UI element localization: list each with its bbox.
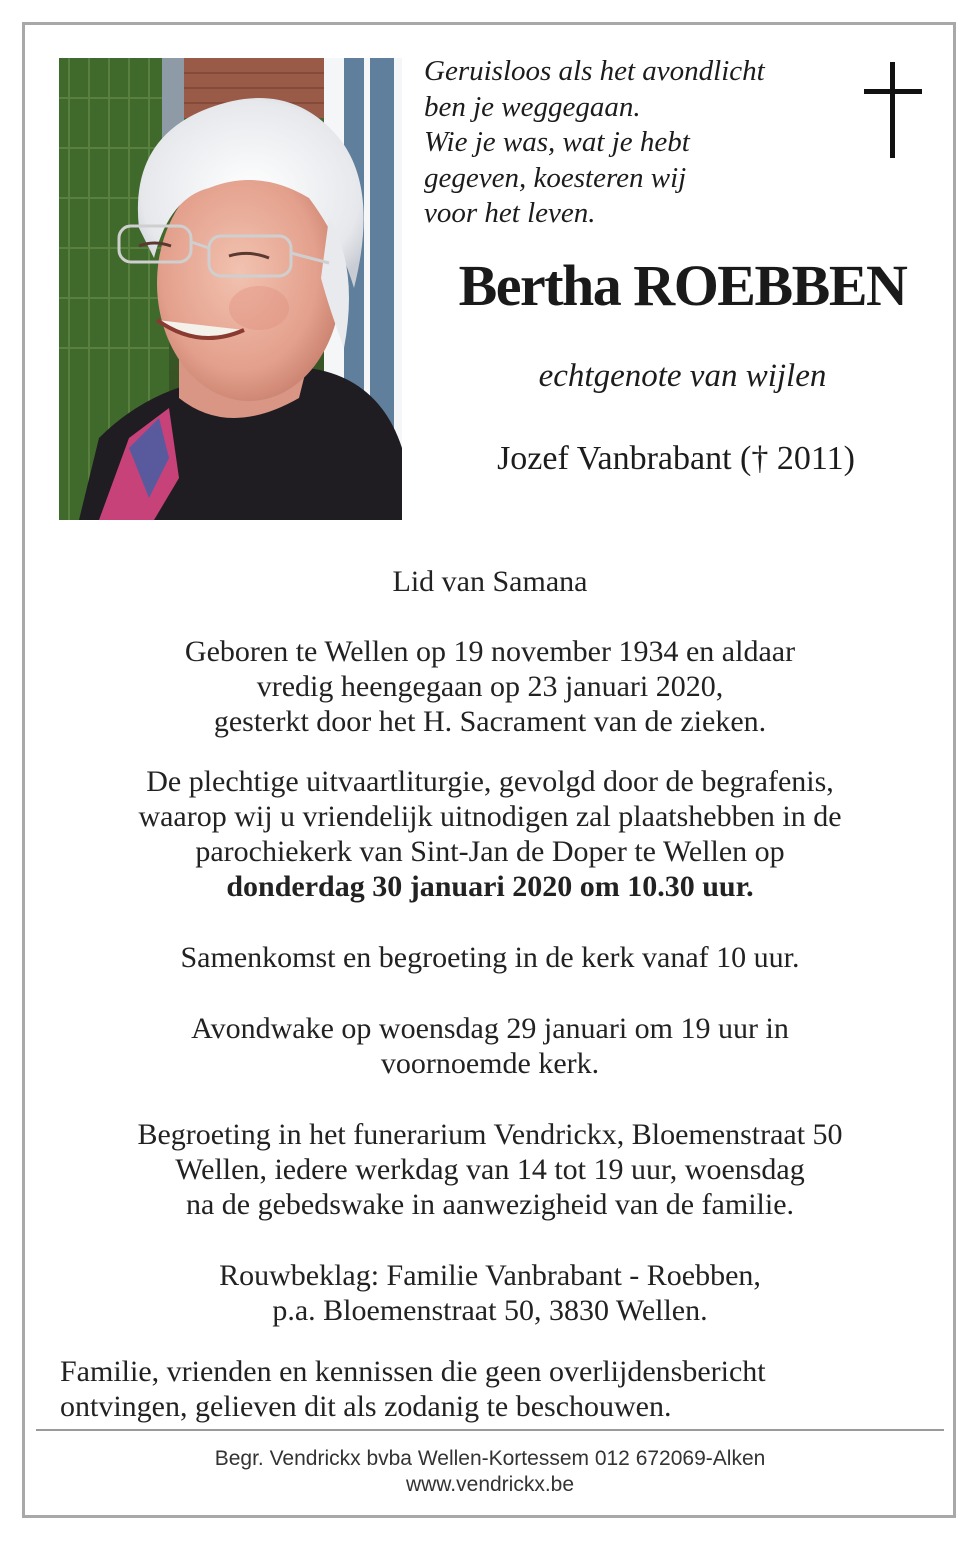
- vigil-paragraph: [40, 1011, 940, 1081]
- vigil-line: voornoemde kerk.: [380, 1047, 600, 1080]
- notice-line: ontvingen, gelieven dit als zodanig te beschouwen.: [60, 1390, 672, 1423]
- funeral-line: parochiekerk van Sint-Jan de Doper te Wellen op: [195, 835, 785, 868]
- footer: [40, 1446, 940, 1498]
- portrait-illustration: [59, 58, 402, 520]
- funeral-line: waarop wij u vriendelijk uitnodigen zal plaatshebben in de: [138, 800, 842, 833]
- funeral-datetime: donderdag 30 januari 2020 om 10.30 uur.: [226, 870, 754, 903]
- poem-line: gegeven, koesteren wij: [424, 161, 687, 194]
- footer-divider: [36, 1429, 944, 1431]
- portrait-photo: [59, 58, 402, 520]
- notice-line: Familie, vrienden en kennissen die geen overlijdensbericht: [60, 1355, 766, 1388]
- poem: [424, 54, 765, 232]
- birth-line: Geboren te Wellen op 19 november 1934 en aldaar: [184, 635, 796, 668]
- birth-line: gesterkt door het H. Sacrament van de zieken.: [213, 705, 767, 738]
- gathering-paragraph: [40, 940, 940, 975]
- visitation-line: Wellen, iedere werkdag van 14 tot 19 uur, woensdag: [175, 1153, 805, 1186]
- visitation-line: Begroeting in het funerarium Vendrickx, Bloemenstraat 50: [137, 1118, 843, 1151]
- birth-line: vredig heengegaan op 23 januari 2020,: [256, 670, 724, 703]
- membership-text: [40, 564, 940, 599]
- gathering-line: Samenkomst en begroeting in de kerk vanaf 10 uur.: [180, 941, 800, 974]
- membership-line: Lid van Samana: [392, 565, 588, 598]
- visitation-paragraph: [40, 1117, 940, 1222]
- notice-paragraph: [60, 1354, 940, 1424]
- funeral-line: De plechtige uitvaartliturgie, gevolgd door de begrafenis,: [146, 765, 834, 798]
- birth-paragraph: [40, 634, 940, 739]
- spouse-name: Jozef Vanbrabant († 2011): [497, 440, 855, 477]
- funeral-paragraph: [40, 764, 940, 904]
- visitation-line: na de gebedswake in aanwezigheid van de familie.: [185, 1188, 795, 1221]
- footer-line-website: www.vendrickx.be: [405, 1473, 575, 1496]
- condolences-line: Rouwbeklag: Familie Vanbrabant - Roebben,: [219, 1259, 761, 1292]
- poem-line: Wie je was, wat je hebt: [424, 126, 690, 158]
- poem-line: voor het leven.: [424, 197, 596, 229]
- poem-line: Geruisloos als het avondlicht: [424, 55, 765, 87]
- condolences-line: p.a. Bloemenstraat 50, 3830 Wellen.: [272, 1294, 708, 1327]
- footer-line-company: Begr. Vendrickx bvba Wellen-Kortessem 012 672069-Alken: [214, 1447, 766, 1470]
- cross-icon: [864, 62, 922, 158]
- condolences-paragraph: [40, 1258, 940, 1328]
- vigil-line: Avondwake op woensdag 29 januari om 19 uur in: [191, 1012, 789, 1045]
- poem-line: ben je weggegaan.: [424, 90, 641, 123]
- spouse-title: echtgenote van wijlen: [538, 358, 827, 394]
- deceased-name: Bertha ROEBBEN: [458, 253, 907, 318]
